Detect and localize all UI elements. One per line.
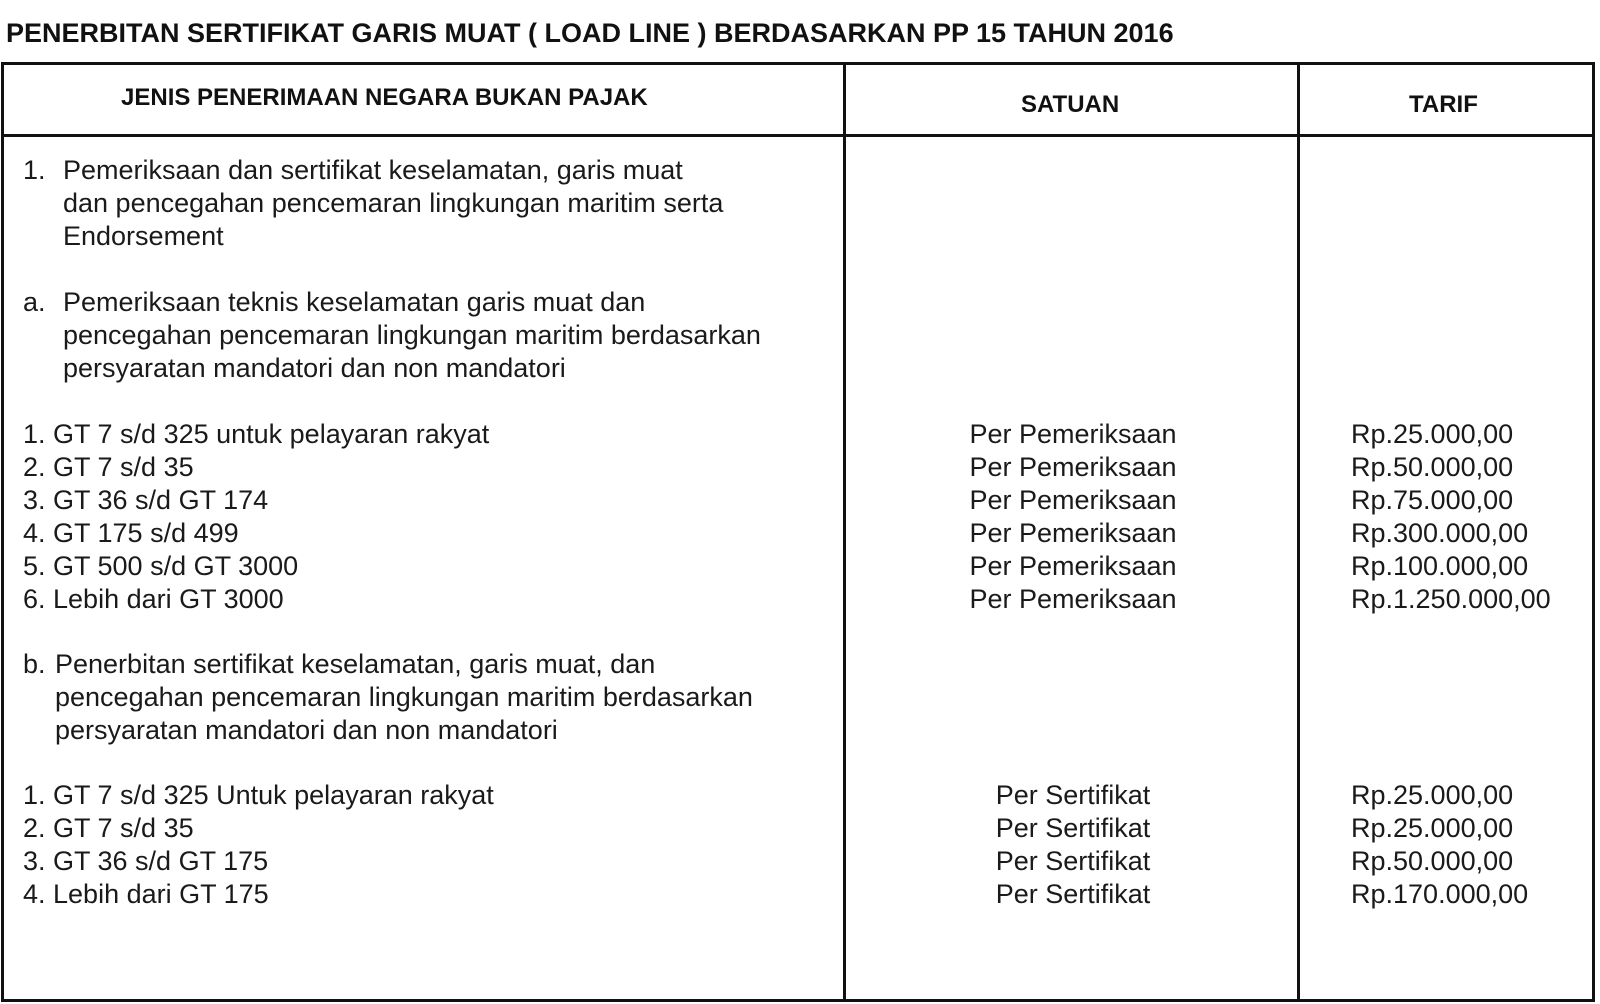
row-a5-satuan: Per Pemeriksaan <box>969 551 1177 581</box>
row-b3-satuan: Per Sertifikat <box>995 846 1151 876</box>
row-a6-item: 6. Lebih dari GT 3000 <box>23 584 284 614</box>
row-b2-satuan: Per Sertifikat <box>995 813 1151 843</box>
row-a2-satuan: Per Pemeriksaan <box>969 452 1177 482</box>
section-b-text: Penerbitan sertifikat keselamatan, garis muat, dan pencegahan pencemaran lingkungan maritim berdasarkan persyaratan mandatori dan non mandatori <box>55 649 753 745</box>
row-b4-tarif: Rp.170.000,00 <box>1351 879 1529 909</box>
row-b3-tarif: Rp.50.000,00 <box>1351 846 1514 876</box>
section-b-letter: b. <box>23 649 46 679</box>
row-a1-tarif: Rp.25.000,00 <box>1351 419 1514 449</box>
row-a3-satuan: Per Pemeriksaan <box>969 485 1177 515</box>
row-a6-tarif: Rp.1.250.000,00 <box>1351 584 1551 614</box>
row-a4-satuan: Per Pemeriksaan <box>969 518 1177 548</box>
row-a1-item: 1. GT 7 s/d 325 untuk pelayaran rakyat <box>23 419 490 449</box>
row-a2-item: 2. GT 7 s/d 35 <box>23 452 194 482</box>
row-b3-item: 3. GT 36 s/d GT 175 <box>23 846 269 876</box>
row-b4-item: 4. Lebih dari GT 175 <box>23 879 269 909</box>
section-a-text: Pemeriksaan teknis keselamatan garis muat dan pencegahan pencemaran lingkungan maritim berdasarkan persyaratan mandatori dan non mandatori <box>63 287 761 383</box>
row-a1-satuan: Per Pemeriksaan <box>969 419 1177 449</box>
section-1-number: 1. <box>23 155 46 185</box>
header-jenis: JENIS PENERIMAAN NEGARA BUKAN PAJAK <box>121 84 648 111</box>
row-a6-satuan: Per Pemeriksaan <box>969 584 1177 614</box>
row-b1-tarif: Rp.25.000,00 <box>1351 780 1514 810</box>
header-tarif: TARIF <box>1409 91 1478 118</box>
row-b1-satuan: Per Sertifikat <box>995 780 1151 810</box>
row-a4-tarif: Rp.300.000,00 <box>1351 518 1529 548</box>
row-a5-item: 5. GT 500 s/d GT 3000 <box>23 551 299 581</box>
row-a5-tarif: Rp.100.000,00 <box>1351 551 1529 581</box>
row-a4-item: 4. GT 175 s/d 499 <box>23 518 239 548</box>
tariff-table <box>1 62 1595 1002</box>
header-divider <box>4 134 1592 137</box>
row-a2-tarif: Rp.50.000,00 <box>1351 452 1514 482</box>
section-a-letter: a. <box>23 287 46 317</box>
row-a3-item: 3. GT 36 s/d GT 174 <box>23 485 269 515</box>
row-b4-satuan: Per Sertifikat <box>995 879 1151 909</box>
header-satuan: SATUAN <box>1021 91 1120 118</box>
document-title: PENERBITAN SERTIFIKAT GARIS MUAT ( LOAD LINE ) BERDASARKAN PP 15 TAHUN 2016 <box>6 18 1174 48</box>
row-b2-item: 2. GT 7 s/d 35 <box>23 813 194 843</box>
section-1-text: Pemeriksaan dan sertifikat keselamatan, garis muat dan pencegahan pencemaran lingkungan maritim serta Endorsement <box>63 155 724 251</box>
row-b2-tarif: Rp.25.000,00 <box>1351 813 1514 843</box>
row-b1-item: 1. GT 7 s/d 325 Untuk pelayaran rakyat <box>23 780 494 810</box>
row-a3-tarif: Rp.75.000,00 <box>1351 485 1514 515</box>
